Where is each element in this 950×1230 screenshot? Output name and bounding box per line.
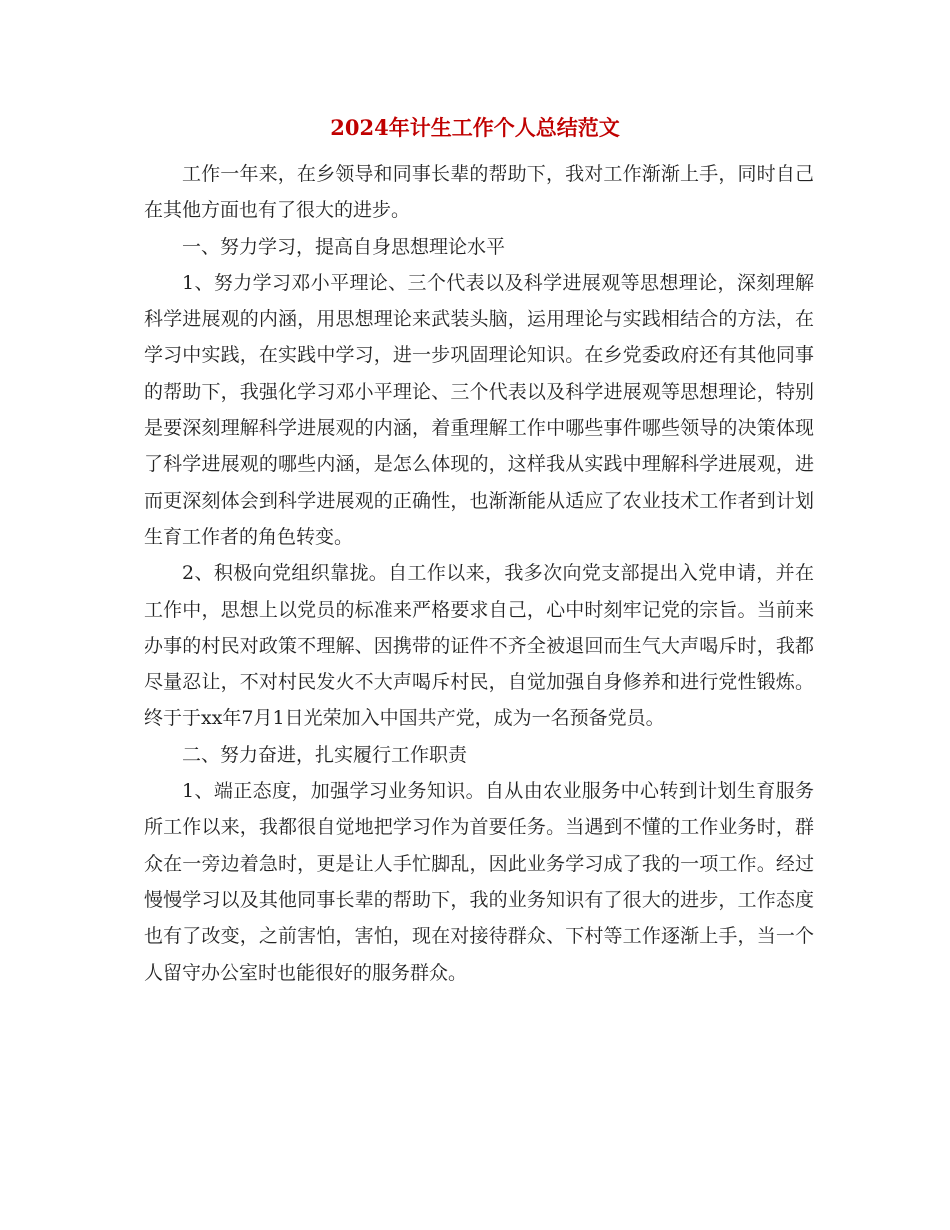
section-heading-1: 一、努力学习，提高自身思想理论水平 xyxy=(182,235,506,258)
paragraph-intro: 工作一年来，在乡领导和同事长辈的帮助下，我对工作渐渐上手，同时自己在其他方面也有了很大的进步。 xyxy=(144,163,814,222)
paragraph-1-1: 1、努力学习邓小平理论、三个代表以及科学进展观等思想理论，深刻理解科学进展观的内涵，用思想理论来武装头脑，运用理论与实践相结合的方法，在学习中实践，在实践中学习，进一步巩固理论知识。在乡党委政府还有其他同事的帮助下，我强化学习邓小平理论、三个代表以及科学进展观等思想理论，特别是要深刻理解科学进展观的内涵，着重理解工作中哪些事件哪些领导的决策体现了科学进展观的哪些内涵，是怎么体现的，这样我从实践中理解科学进展观，进而更深刻体会到科学进展观的正确性，也渐渐能从适应了农业技术工作者到计划生育工作者的角色转变。 xyxy=(144,271,814,548)
paragraph-2-1: 1、端正态度，加强学习业务知识。自从由农业服务中心转到计划生育服务所工作以来，我都很自觉地把学习作为首要任务。当遇到不懂的工作业务时，群众在一旁边着急时，更是让人手忙脚乱，因此业务学习成了我的一项工作。经过慢慢学习以及其他同事长辈的帮助下，我的业务知识有了很大的进步，工作态度也有了改变，之前害怕，害怕，现在对接待群众、下村等工作逐渐上手，当一个人留守办公室时也能很好的服务群众。 xyxy=(144,780,814,984)
paragraph-1-2: 2、积极向党组织靠拢。自工作以来，我多次向党支部提出入党申请，并在工作中，思想上以党员的标准来严格要求自己，心中时刻牢记党的宗旨。当前来办事的村民对政策不理解、因携带的证件不齐全被退回而生气大声喝斥时，我都尽量忍让，不对村民发火不大声喝斥村民，自觉加强自身修养和进行党性锻炼。终于于xx年7月1日光荣加入中国共产党，成为一名预备党员。 xyxy=(144,562,814,730)
document-body xyxy=(144,156,814,991)
section-heading-2: 二、努力奋进，扎实履行工作职责 xyxy=(182,743,468,766)
document-title: 2024年计生工作个人总结范文 xyxy=(330,115,620,140)
